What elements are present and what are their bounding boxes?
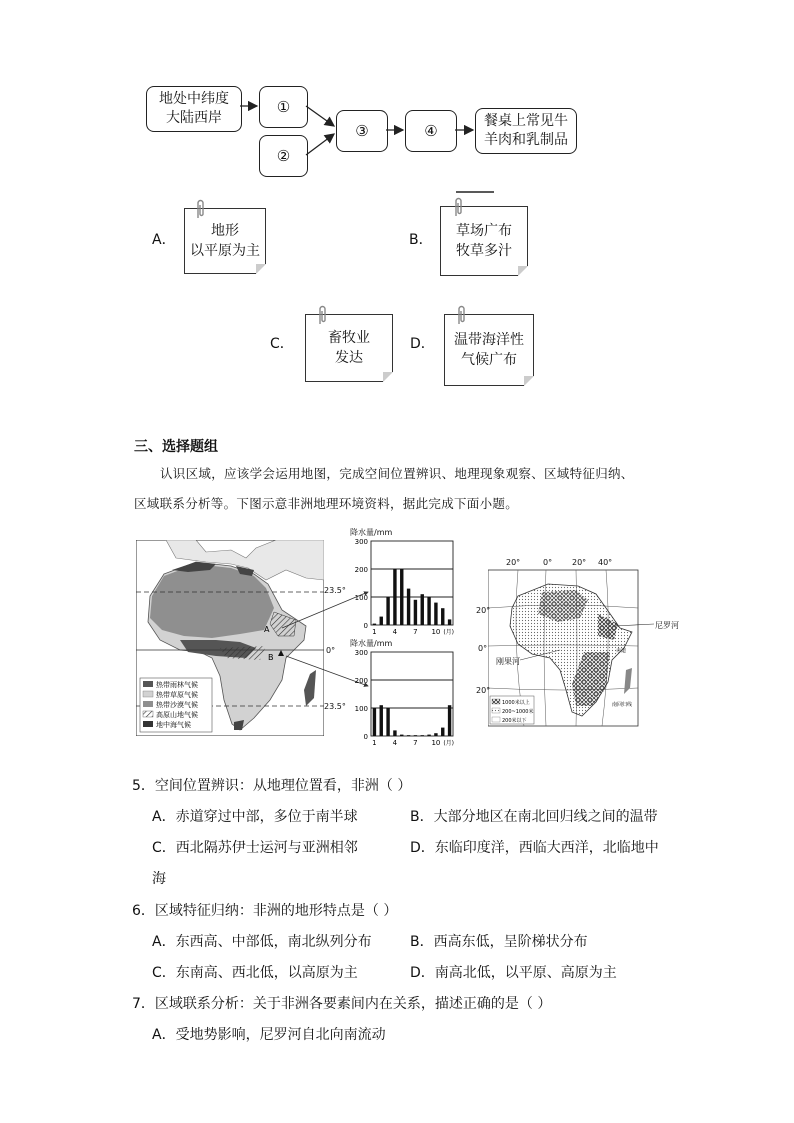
chart1-bar: [414, 600, 417, 625]
map2-lat-label: 20°: [476, 606, 491, 615]
chart2-bar: [373, 708, 376, 736]
paperclip-icon: [317, 304, 327, 326]
map2-note-equator: 赤道: [616, 648, 627, 654]
q7-stem: 7．区域联系分析：关于非洲各要素间内在关系，描述正确的是（ ）: [132, 996, 552, 1012]
q6-option-a[interactable]: A．东西高、中部低，南北纵列分布: [152, 934, 372, 950]
q6-stem: 6．区域特征归纳：非洲的地形特点是（ ）: [132, 903, 398, 919]
flow-start-box: 地处中纬度 大陆西岸: [146, 86, 242, 132]
chart1-plot-frame: [371, 541, 453, 625]
map2-legend-item: 1000米以上: [502, 700, 530, 706]
chart1-xtick-label: 7: [413, 628, 418, 636]
map1-legend-item: 热带雨林气候: [156, 681, 198, 689]
chart1-bar: [421, 594, 424, 625]
chart2-ytick-label: 300: [354, 649, 368, 657]
map1-lat-bottom: 23.5°: [324, 702, 346, 711]
q5-stem: 5．空间位置辨识：从地理位置看，非洲（ ）: [132, 778, 412, 794]
map2-lon-label: 20°: [506, 558, 521, 567]
option-d-card[interactable]: 温带海洋性 气候广布: [444, 314, 534, 386]
q6-option-b[interactable]: B．西高东低，呈阶梯状分布: [410, 934, 588, 950]
chart2-bar: [400, 735, 403, 736]
map1-point-a: A: [264, 625, 270, 634]
flow-arrows: [0, 0, 794, 200]
map2-lon-label: 20°: [572, 558, 587, 567]
chart2-xtick-label: 10: [431, 739, 441, 747]
chart1-bar: [380, 617, 383, 625]
chart2-ytick-label: 200: [354, 677, 368, 685]
chart2-bar: [427, 735, 430, 736]
section-intro-line1: 认识区域，应该学会运用地图，完成空间位置辨识、地理现象观察、区域特征归纳、: [160, 466, 634, 481]
map2-lon-label: 40°: [598, 558, 613, 567]
map1-legend-item: 热带沙漠气候: [156, 701, 198, 709]
chart2-ytick-label: 0: [363, 733, 368, 741]
option-b-card[interactable]: 草场广布 牧草多汁: [440, 206, 528, 276]
chart1: [345, 537, 457, 645]
option-a-label: A．: [152, 232, 176, 248]
chart1-xtick-label: 10: [431, 628, 441, 636]
map1-legend-item: 热带草原气候: [156, 691, 198, 699]
chart1-bar: [393, 569, 396, 625]
chart1-bar: [448, 619, 451, 625]
chart2-bar: [393, 730, 396, 736]
map2-congo-label: 刚果河: [496, 657, 520, 666]
chart1-bar: [400, 569, 403, 625]
map1-legend-item: 地中海气候: [156, 721, 191, 729]
chart1-bar: [407, 589, 410, 625]
paperclip-icon: [456, 304, 466, 326]
chart1-bar: [441, 608, 444, 625]
flow-node-4: ④: [405, 110, 457, 152]
option-d-label: D．: [410, 336, 435, 352]
section-intro-line2: 区域联系分析等。下图示意非洲地理环境资料，据此完成下面小题。: [134, 496, 519, 511]
chart1-xunit-label: (月): [443, 629, 454, 636]
map1-point-b: B: [268, 653, 274, 662]
chart2-xtick-label: 4: [392, 739, 398, 747]
chart2-xtick-label: 7: [413, 739, 418, 747]
chart2-xunit-label: (月): [443, 740, 454, 747]
map2-legend-item: 200米以下: [502, 718, 527, 724]
paperclip-icon: [195, 198, 205, 220]
chart2: [345, 648, 457, 756]
map2-leaders: [520, 622, 660, 666]
chart1-ytick-label: 0: [363, 622, 368, 630]
map1-lat-top: 23.5°: [324, 586, 346, 595]
chart2-bar: [434, 733, 437, 736]
q6-option-c[interactable]: C．东南高、西北低，以高原为主: [152, 965, 358, 981]
flow-node-2: ②: [259, 135, 308, 177]
chart2-ytick-label: 100: [354, 705, 368, 713]
map2-nile-label: 尼罗河: [655, 621, 679, 630]
q5-option-c[interactable]: C．西北隔苏伊士运河与亚洲相邻: [152, 840, 358, 856]
chart2-title: 降水量/mm: [350, 639, 393, 648]
chart2-bar: [386, 708, 389, 736]
map2-lat-label: 20°: [476, 686, 491, 695]
chart2-bar: [448, 705, 451, 736]
section-title: 三、选择题组: [134, 439, 218, 455]
map2-note-tropic: 南回归线: [612, 702, 633, 708]
map1-lat-eq: 0°: [326, 646, 336, 655]
option-b-label: B．: [409, 232, 433, 248]
chart1-bar: [434, 603, 437, 625]
chart1-bar: [427, 597, 430, 625]
chart2-bar: [414, 735, 417, 736]
chart1-bar: [373, 624, 376, 625]
option-c-label: C．: [270, 336, 294, 352]
chart1-ytick-label: 300: [354, 538, 368, 546]
chart1-ytick-label: 200: [354, 566, 368, 574]
chart1-xtick-label: 1: [372, 628, 377, 636]
q5-option-d-cont: 海: [152, 871, 166, 887]
q5-option-d[interactable]: D．东临印度洋，西临大西洋，北临地中: [410, 840, 659, 856]
option-a-card[interactable]: 地形 以平原为主: [184, 208, 266, 274]
chart1-title: 降水量/mm: [350, 528, 393, 537]
chart2-bar: [380, 705, 383, 736]
map1-legend-item: 高原山地气候: [156, 711, 198, 719]
chart1-bar: [386, 597, 389, 625]
flow-node-3: ③: [336, 110, 388, 152]
map2-lat-label: 0°: [478, 644, 488, 653]
option-c-card[interactable]: 畜牧业 发达: [305, 314, 393, 382]
q5-option-b[interactable]: B．大部分地区在南北回归线之间的温带: [410, 809, 658, 825]
chart2-bar: [421, 735, 424, 736]
map2-legend-item: 200~1000米: [502, 709, 534, 715]
paperclip-icon: [453, 196, 463, 218]
q6-option-d[interactable]: D．南高北低，以平原、高原为主: [410, 965, 617, 981]
flow-node-1: ①: [259, 86, 308, 128]
chart2-plot-frame: [371, 652, 453, 736]
q5-option-a[interactable]: A．赤道穿过中部，多位于南半球: [152, 809, 358, 825]
chart2-bar: [407, 735, 410, 736]
chart1-xtick-label: 4: [392, 628, 398, 636]
chart2-bar: [441, 728, 444, 736]
map2-lon-label: 0°: [543, 558, 553, 567]
chart2-xtick-label: 1: [372, 739, 377, 747]
q7-option-a[interactable]: A．受地势影响，尼罗河自北向南流动: [152, 1027, 386, 1043]
chart1-ytick-label: 100: [354, 594, 368, 602]
flow-end-box: 餐桌上常见牛 羊肉和乳制品: [475, 108, 577, 154]
